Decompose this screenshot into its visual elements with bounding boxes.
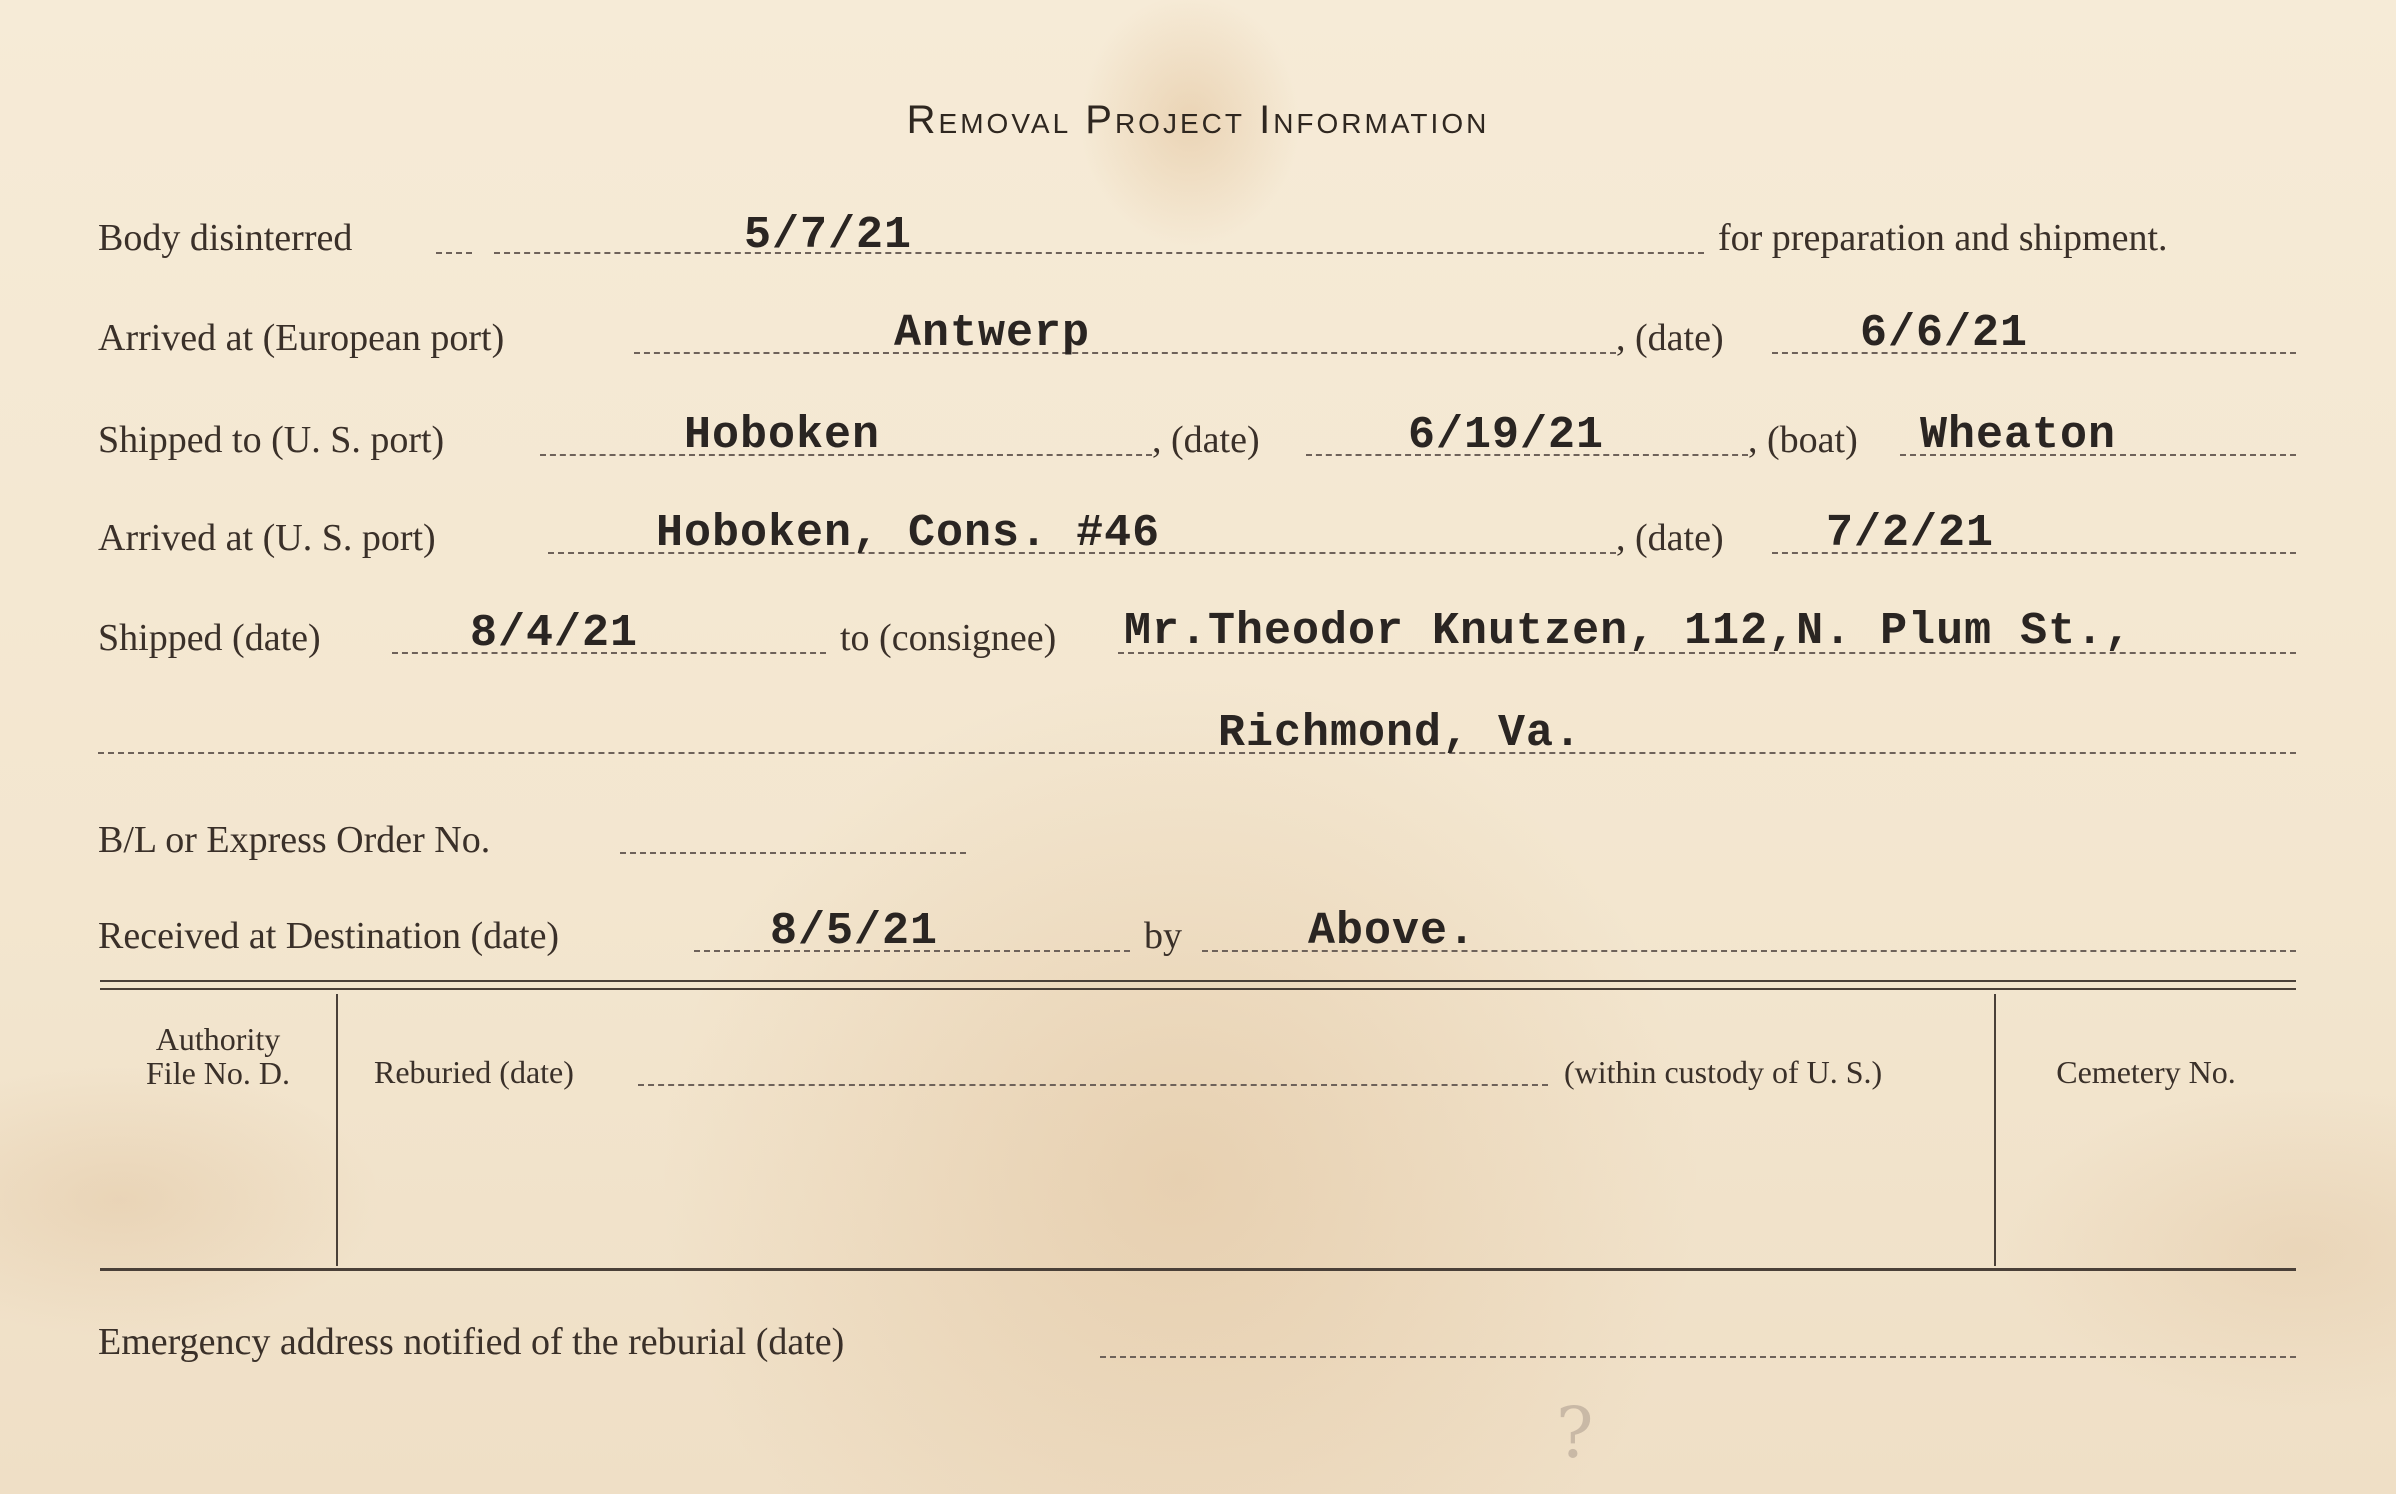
received-destination-label: Received at Destination (date) — [98, 915, 560, 957]
custody-label: (within custody of U. S.) — [1564, 1054, 1883, 1090]
disinterred-date-value: 5/7/21 — [744, 210, 913, 261]
pencil-mark: ? — [1556, 1392, 1594, 1474]
disinterred-date-line — [494, 252, 1704, 254]
table-bottom-rule — [100, 1268, 2296, 1271]
authority-file-label — [100, 1022, 336, 1090]
shipped-us-port-value: Hoboken — [684, 410, 881, 461]
us-arrival-date-value: 7/2/21 — [1826, 508, 1995, 559]
boat-value: Wheaton — [1920, 410, 2117, 461]
arrived-us-port-label: Arrived at (U. S. port) — [98, 517, 436, 559]
european-port-line — [634, 352, 1616, 354]
received-by-label: by — [1144, 915, 1182, 957]
consignee-value: Mr.Theodor Knutzen, 112,N. Plum St., — [1124, 606, 2133, 657]
emergency-address-date-line — [1100, 1356, 2296, 1358]
consignee-line-2 — [98, 752, 2296, 754]
shipped-date-2-value: 8/4/21 — [470, 608, 639, 659]
arrived-us-port-value: Hoboken, Cons. #46 — [656, 508, 1161, 559]
shipped-date-2-label: Shipped (date) — [98, 617, 321, 659]
table-top-rule-1 — [100, 980, 2296, 982]
shipped-date-value: 6/19/21 — [1408, 410, 1605, 461]
body-disinterred-label: Body disinterred — [98, 217, 353, 259]
us-arrival-date-label: , (date) — [1616, 517, 1724, 559]
european-arrival-date-value: 6/6/21 — [1860, 308, 2029, 359]
european-arrival-date-line — [1772, 352, 2296, 354]
consignee-value-line-2: Richmond, Va. — [1218, 708, 1583, 759]
reburied-date-label: Reburied (date) — [374, 1054, 574, 1090]
authority-divider — [336, 994, 338, 1266]
leader-line — [436, 252, 472, 254]
card-title: Removal Project Information — [906, 98, 1490, 142]
boat-label: , (boat) — [1748, 419, 1858, 461]
bl-express-order-line — [620, 852, 966, 854]
european-arrival-date-label: , (date) — [1616, 317, 1724, 359]
arrived-european-port-label: Arrived at (European port) — [98, 317, 505, 359]
cemetery-divider — [1994, 994, 1996, 1266]
consignee-label: to (consignee) — [840, 617, 1057, 659]
received-by-value: Above. — [1308, 906, 1477, 957]
shipped-us-port-label: Shipped to (U. S. port) — [98, 419, 445, 461]
european-port-value: Antwerp — [894, 308, 1091, 359]
emergency-address-label: Emergency address notified of the reburial (date) — [98, 1321, 845, 1363]
cemetery-number-label: Cemetery No. — [2056, 1054, 2236, 1090]
shipped-date-label: , (date) — [1152, 419, 1260, 461]
authority-label-line-2: File No. D. — [146, 1055, 290, 1091]
table-top-rule-2 — [100, 988, 2296, 990]
preparation-shipment-label: for preparation and shipment. — [1718, 217, 2168, 259]
bl-express-order-label: B/L or Express Order No. — [98, 819, 491, 861]
authority-label-line-1: Authority — [155, 1021, 281, 1057]
reburied-date-line — [638, 1084, 1548, 1086]
received-destination-date-value: 8/5/21 — [770, 906, 939, 957]
